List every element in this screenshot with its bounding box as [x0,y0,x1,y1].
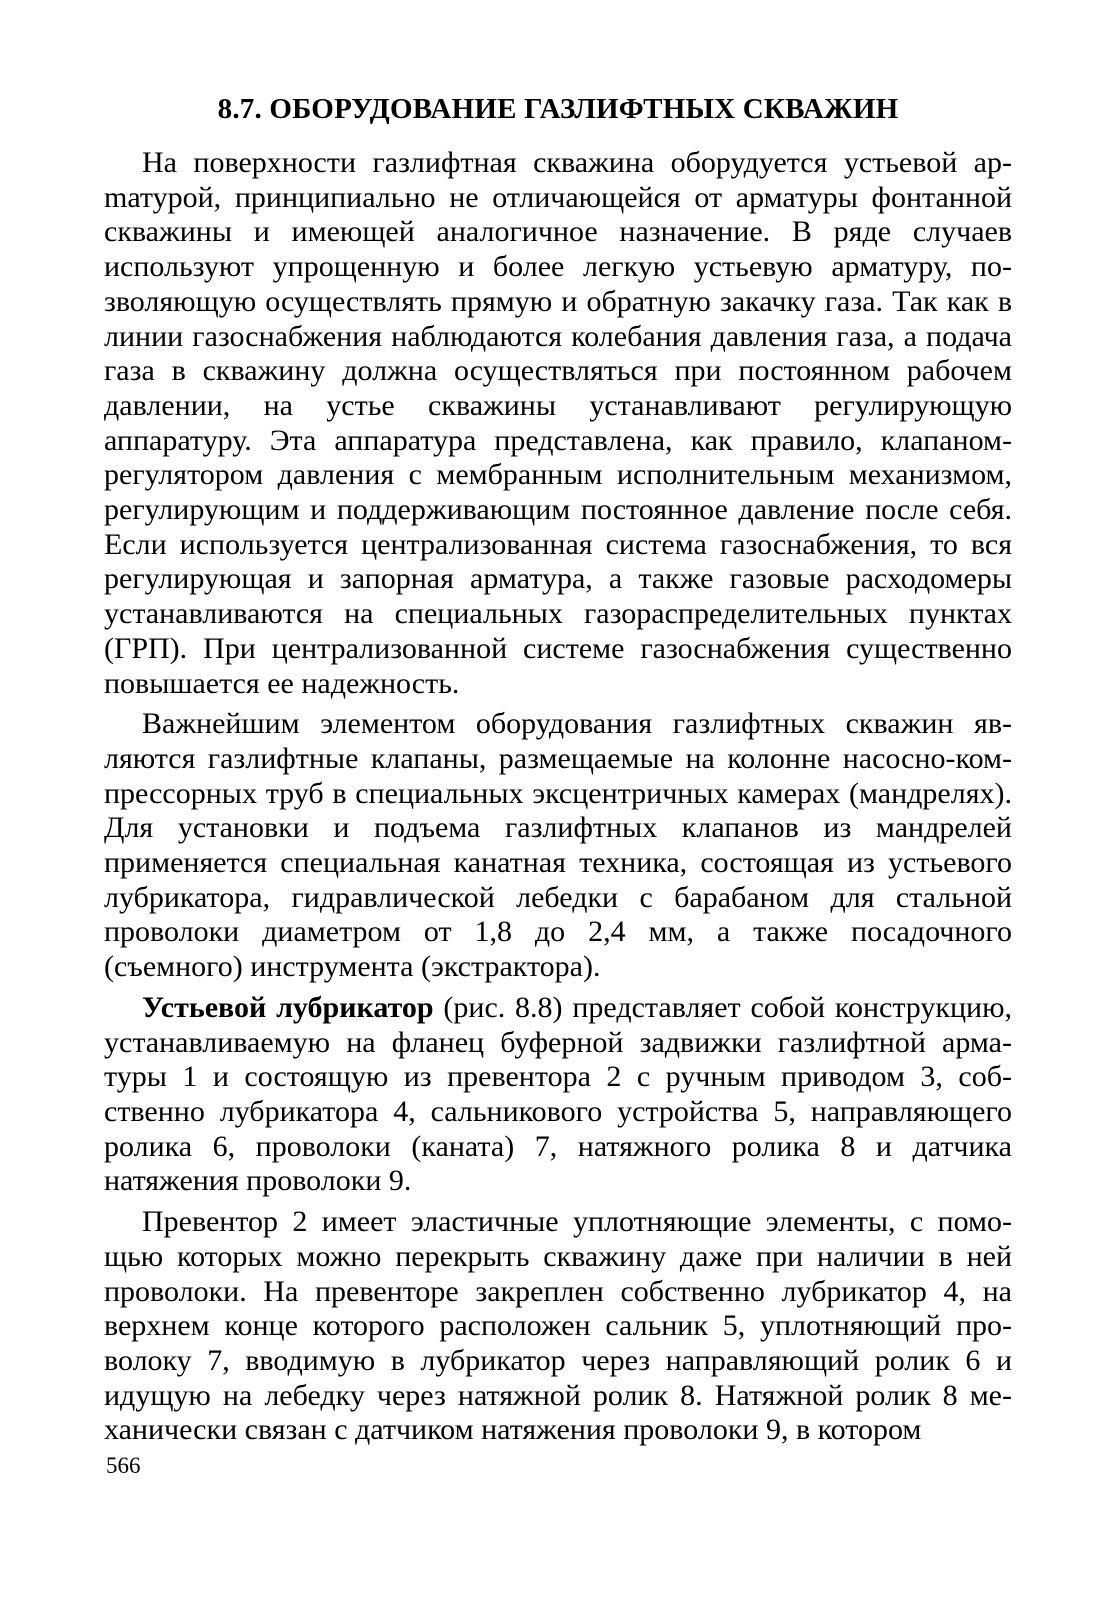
term-wellhead-lubricator: Устьевой лубрикатор [142,990,434,1024]
section-heading: 8.7. ОБОРУДОВАНИЕ ГАЗЛИФТНЫХ СКВАЖИН [217,93,899,125]
page-number: 566 [106,1453,141,1478]
paragraph-lubricator [104,991,1012,1199]
paragraph-gaslift-valves: Важнейшим элементом оборудования газлифтных скважин являются газлифтные клапаны, размещаемые на колонне насосно-компрессорных труб в специальных эксцентричных камерах (мандрелях). Для установки и подъема газлифтных клапанов из мандрелей применяется специальная канатная техника, состоящая из устьевого лубрикатора, гидравлической лебедки с барабаном для стальной проволоки диаметром от 1,8 до 2,4 мм, а также посадочного (съемного) инструмента (экстрактора). [104,707,1012,984]
paragraph-preventer: Превентор 2 имеет эластичные уплотняющие элементы, с помощью которых можно перекрыть скважину даже при наличии в ней проволоки. На превенторе закреплен собственно лубрикатор 4, на верхнем конце которого расположен сальник 5, уплотняющий проволоку 7, вводимую в лубрикатор через направляющий ролик 6 и идущую на лебедку через натяжной ролик 8. Натяжной ролик 8 механически связан с датчиком натяжения проволоки 9, в котором [104,1205,1012,1447]
page-body [104,90,1012,1448]
paragraph-lubricator-text: (рис. 8.8) представляет собой конструкцию, устанавливаемую на фланец буферной задвижки газлифтной арматуры 1 и состоящую из превентора 2 с ручным приводом 3, собственно лубрикатора 4, сальникового устройства 5, направляющего ролика 6, проволоки (каната) 7, натяжного ролика 8 и датчика натяжения проволоки 9. [104,990,1012,1198]
paragraph-wellhead-equipment: На поверхности газлифтная скважина оборудуется устьевой арmатурой, принципиально не отличающейся от арматуры фонтанной скважины и имеющей аналогичное назначение. В ряде случаев используют упрощенную и более легкую устьевую арматуру, позволяющую осуществлять прямую и обратную закачку газа. Так как в линии газоснабжения наблюдаются колебания давления газа, а подача газа в скважину должна осуществляться при постоянном рабочем давлении, на устье скважины устанавливают регулирующую аппаратуру. Эта аппаратура представлена, как правило, клапаном-регулятором давления с мембранным исполнительным механизмом, регулирующим и поддерживающим постоянное давление после себя. Если используется централизованная система газоснабжения, то вся регулирующая и запорная арматура, а также газовые расходомеры устанавливаются на специальных газораспределительных пунктах (ГРП). При централизованной системе газоснабжения существенно повышается ее надежность. [104,146,1012,700]
